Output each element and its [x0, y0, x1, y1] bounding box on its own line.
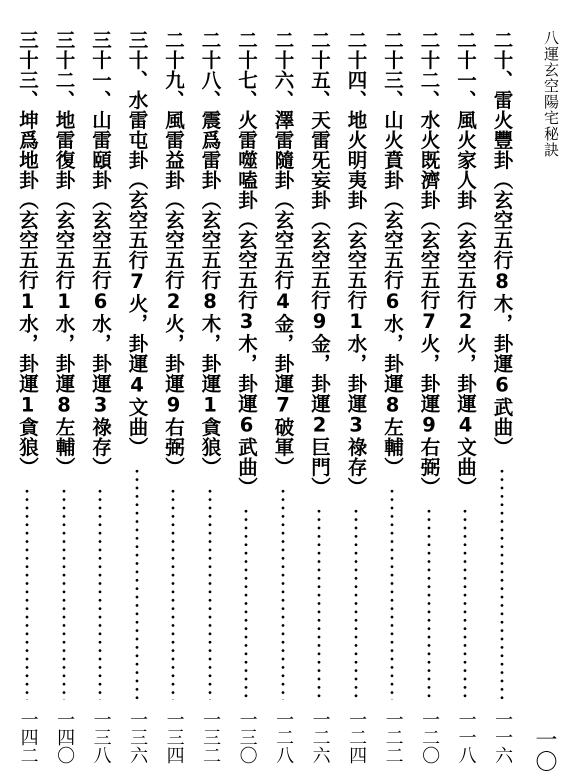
toc-entry-title: 三十二、地雷復卦（玄空五行1水，卦運8左輔） — [52, 30, 76, 477]
toc-entry[interactable] — [119, 30, 156, 770]
dot-leader — [281, 487, 285, 700]
dot-leader — [135, 467, 139, 700]
toc-entry-page: 一二〇 — [419, 710, 441, 764]
table-of-contents — [8, 30, 520, 770]
toc-entry[interactable] — [155, 30, 192, 770]
toc-entry[interactable] — [484, 30, 521, 770]
toc-entry[interactable] — [82, 30, 119, 770]
toc-entry-title: 三十三、坤爲地卦（玄空五行1水，卦運1貪狼） — [16, 30, 39, 477]
toc-entry[interactable] — [192, 30, 229, 770]
toc-entry-title: 二十四、地火明夷卦（玄空五行1水，卦運3祿存） — [344, 30, 368, 497]
toc-entry-page: 一二六 — [309, 710, 331, 764]
toc-entry-page: 一三四 — [163, 710, 185, 764]
dot-leader — [208, 487, 212, 700]
toc-entry-page: 一二四 — [346, 710, 368, 764]
toc-entry-page: 一二二 — [382, 710, 404, 764]
toc-entry-title: 二十五、天雷旡妄卦（玄空五行9金，卦運2巨門） — [308, 30, 331, 497]
dot-leader — [25, 487, 29, 700]
toc-entry-page: 一一六 — [492, 710, 514, 764]
dot-leader — [317, 507, 321, 700]
toc-entry-title: 二十六、澤雷隨卦（玄空五行4金，卦運7破軍） — [271, 30, 295, 477]
dot-leader — [463, 507, 467, 700]
toc-entry-page: 一三〇 — [236, 710, 258, 764]
toc-entry[interactable] — [265, 30, 302, 770]
page-number: 一〇 — [532, 728, 557, 772]
toc-entry[interactable] — [301, 30, 338, 770]
toc-entry-title: 二十一、風火家人卦（玄空五行2火，卦運4文曲） — [454, 30, 477, 497]
toc-entry[interactable] — [374, 30, 411, 770]
toc-entry-title: 三十一、山雷頤卦（玄空五行6水，卦運3祿存） — [89, 30, 112, 477]
dot-leader — [427, 507, 431, 700]
dot-leader — [62, 487, 66, 700]
toc-entry-title: 二十九、風雷益卦（玄空五行2火，卦運9右弼） — [162, 30, 185, 477]
toc-entry[interactable] — [338, 30, 375, 770]
toc-entry[interactable] — [411, 30, 448, 770]
toc-entry-page: 一四二 — [17, 710, 39, 764]
toc-entry[interactable] — [228, 30, 265, 770]
toc-entry[interactable] — [46, 30, 83, 770]
toc-entry-title: 二十二、水火既濟卦（玄空五行7火，卦運9右弼） — [417, 30, 441, 497]
toc-entry-page: 一四〇 — [54, 710, 76, 764]
toc-entry-title: 二十八、震爲雷卦（玄空五行8木，卦運1貪狼） — [198, 30, 222, 477]
dot-leader — [500, 467, 504, 700]
toc-entry-title: 二十三、山火賁卦（玄空五行6水，卦運8左輔） — [381, 30, 404, 477]
dot-leader — [390, 487, 394, 700]
toc-entry-page: 一二八 — [273, 710, 295, 764]
toc-entry-page: 一三八 — [90, 710, 112, 764]
toc-entry-page: 一一八 — [455, 710, 477, 764]
toc-entry[interactable] — [9, 30, 46, 770]
toc-entry-page: 一三二 — [200, 710, 222, 764]
toc-entry-title: 二十七、火雷噬嗑卦（玄空五行3木，卦運6武曲） — [235, 30, 258, 497]
dot-leader — [171, 487, 175, 700]
toc-entry-title: 三十、水雷屯卦（玄空五行7火，卦運4文曲） — [125, 30, 149, 457]
dot-leader — [244, 507, 248, 700]
toc-entry[interactable] — [447, 30, 484, 770]
dot-leader — [354, 507, 358, 700]
dot-leader — [98, 487, 102, 700]
toc-entry-page: 一三六 — [127, 710, 149, 764]
book-title: 八運玄空陽宅秘訣 — [542, 30, 560, 158]
toc-entry-title: 二十、雷火豐卦（玄空五行8木，卦運6武曲） — [490, 30, 514, 457]
